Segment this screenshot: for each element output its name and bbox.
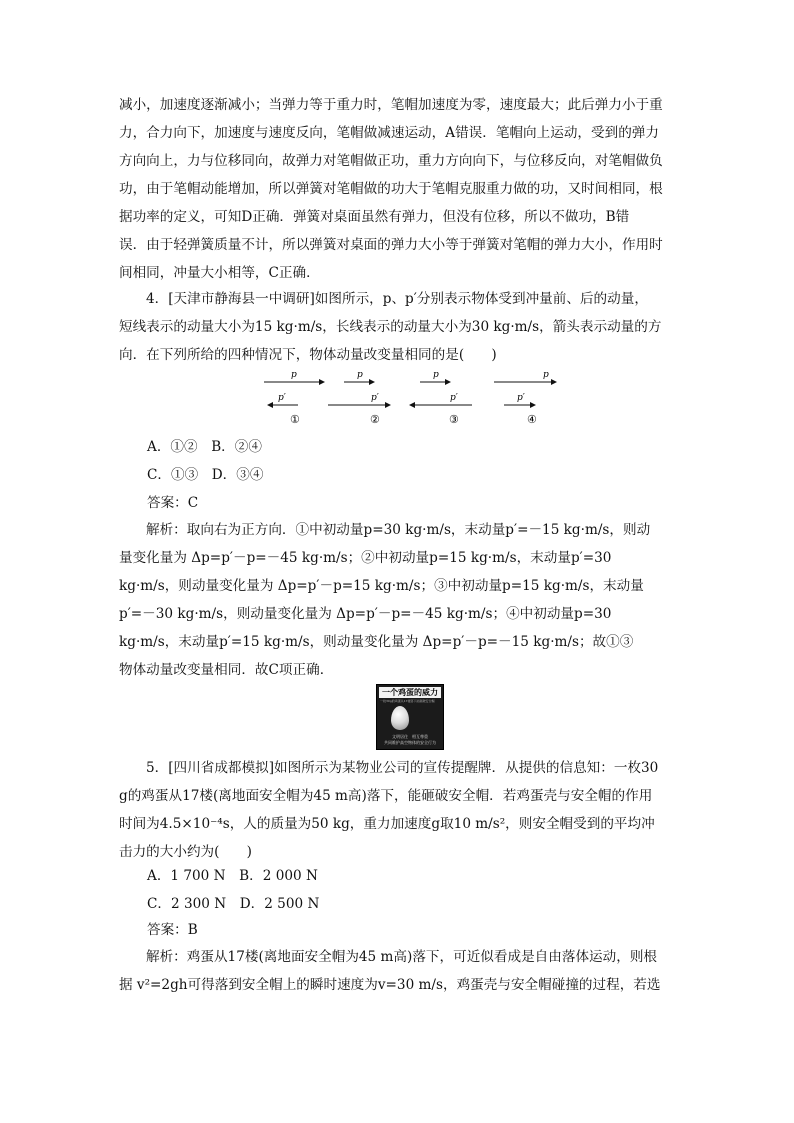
p-prime-label: p′ — [517, 393, 525, 403]
case-number: ② — [370, 413, 380, 426]
p-label: p — [291, 370, 297, 380]
text-line: p′=－30 kg·m/s，则动量变化量为 Δp=p′－p=－45 kg·m/s；④中初动量p=30 — [119, 606, 612, 622]
q5-option-row-1: A．1 700 N B．2 000 N — [147, 868, 318, 884]
case-1-diagram — [264, 370, 324, 426]
poster-caption: 共同维护高空物体的安全行为 — [384, 740, 436, 745]
poster-caption: 文明居住 相互尊重 — [392, 734, 428, 739]
text-line: 功，由于笔帽动能增加，所以弹簧对笔帽做的功大于笔帽克服重力做的功，又时间相同，根 — [119, 181, 663, 197]
text-line: kg·m/s，则动量变化量为 Δp=p′－p=15 kg·m/s；③中初动量p=15 kg·m/s，末动量 — [119, 578, 644, 594]
p-label: p — [357, 370, 363, 380]
q4-option-row-2: C．①③ D．③④ — [147, 467, 264, 483]
egg-warning-poster — [376, 684, 444, 750]
case-4-diagram — [494, 370, 556, 426]
case-number: ③ — [449, 413, 459, 426]
text-line: 力，合力向下，加速度与速度反向，笔帽做减速运动，A错误．笔帽向上运动，受到的弹力 — [119, 125, 659, 141]
poster-subtitle: 一枚30g的鸡蛋从17楼落下能砸破安全帽 — [380, 699, 435, 703]
q4-analysis — [119, 516, 675, 684]
text-line: 5．[四川省成都模拟]如图所示为某物业公司的宣传提醒牌．从提供的信息知：一枚30 — [146, 760, 659, 776]
case-number: ④ — [527, 413, 537, 426]
text-line: 量变化量为 Δp=p′－p=－45 kg·m/s；②中初动量p=15 kg·m/s，末动量p′=30 — [119, 550, 612, 566]
case-3-diagram — [410, 370, 472, 426]
prev-analysis-paragraph — [119, 91, 675, 287]
q4-option-row-1: A．①② B．②④ — [147, 439, 262, 455]
q4-answer: 答案：C — [147, 495, 199, 511]
text-line: 减小，加速度逐渐减小；当弹力等于重力时，笔帽加速度为零，速度最大；此后弹力小于重 — [119, 97, 663, 113]
case-number: ① — [290, 413, 300, 426]
p-prime-label: p′ — [371, 393, 379, 403]
case-2-diagram — [328, 370, 390, 426]
poster-title: 一个鸡蛋的威力 — [379, 687, 441, 698]
text-line: g的鸡蛋从17楼(离地面安全帽为45 m高)落下，能砸破安全帽．若鸡蛋壳与安全帽的作用 — [119, 788, 653, 804]
text-line: 间相同，冲量大小相等，C正确． — [119, 265, 320, 281]
text-line: 据功率的定义，可知D正确．弹簧对桌面虽然有弹力，但没有位移，所以不做功，B错 — [119, 209, 630, 225]
p-prime-label: p′ — [278, 393, 286, 403]
q5-answer: 答案：B — [147, 922, 198, 938]
text-line: 解析：鸡蛋从17楼(离地面安全帽为45 m高)落下，可近似看成是自由落体运动，则根 — [146, 949, 658, 965]
q4-momentum-figure — [258, 366, 568, 428]
text-line: kg·m/s，末动量p′=15 kg·m/s，则动量变化量为 Δp=p′－p=－15 kg·m/s；故①③ — [119, 634, 634, 650]
p-prime-label: p′ — [450, 393, 458, 403]
text-line: 短线表示的动量大小为15 kg·m/s，长线表示的动量大小为30 kg·m/s，箭头表示动量的方 — [119, 319, 662, 335]
egg-icon — [391, 706, 409, 730]
text-line: 误．由于轻弹簧质量不计，所以弹簧对桌面的弹力大小等于弹簧对笔帽的弹力大小，作用时 — [119, 237, 663, 253]
p-label: p — [433, 370, 439, 380]
text-line: 4．[天津市静海县一中调研]如图所示，p、p′分别表示物体受到冲量前、后的动量， — [146, 291, 648, 307]
q5-stem — [119, 754, 675, 866]
text-line: 解析：取向右为正方向．①中初动量p=30 kg·m/s，末动量p′=－15 kg·m/s，则动 — [146, 522, 651, 538]
text-line: 时间为4.5×10⁻⁴s，人的质量为50 kg，重力加速度g取10 m/s²，则安全帽受到的平均冲 — [119, 816, 655, 832]
q5-option-row-2: C．2 300 N D．2 500 N — [147, 896, 320, 912]
q4-stem — [119, 285, 675, 369]
text-line: 向．在下列所给的四种情况下，物体动量改变量相同的是( ) — [119, 347, 497, 363]
p-label: p — [543, 370, 549, 380]
q5-analysis — [119, 943, 675, 999]
text-line: 据 v²=2gh可得落到安全帽上的瞬时速度为v=30 m/s，鸡蛋壳与安全帽碰撞的过程，若选 — [119, 977, 661, 993]
text-line: 物体动量改变量相同．故C项正确． — [119, 662, 334, 678]
text-line: 方向向上，力与位移同向，故弹力对笔帽做正功，重力方向向下，与位移反向，对笔帽做负 — [119, 153, 663, 169]
text-line: 击力的大小约为( ) — [119, 844, 252, 860]
